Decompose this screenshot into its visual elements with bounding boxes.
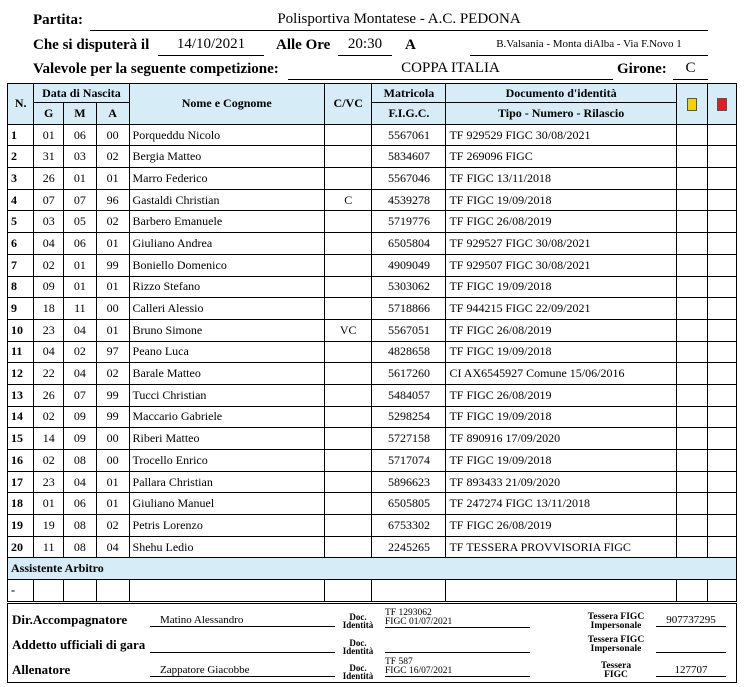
yellow-card-cell — [676, 471, 708, 493]
captain-mark: VC — [324, 319, 372, 341]
red-card-cell — [708, 493, 737, 515]
player-name: Gastaldi Christian — [129, 189, 324, 211]
player-number: 19 — [8, 515, 34, 537]
birth-year: 02 — [96, 211, 129, 233]
birth-month: 01 — [63, 276, 96, 298]
captain-mark — [324, 536, 372, 558]
birth-month: 08 — [63, 450, 96, 472]
player-row — [8, 168, 737, 190]
birth-month: 07 — [63, 384, 96, 406]
player-name: Rizzo Stefano — [129, 276, 324, 298]
player-name: Trocello Enrico — [129, 450, 324, 472]
allenatore-tessera-label: Tessera FIGC — [600, 661, 632, 680]
red-card-cell — [708, 471, 737, 493]
identity-document: TF 269096 FIGC — [446, 146, 676, 168]
yellow-card-cell — [676, 363, 708, 385]
player-name: Petris Lorenzo — [129, 515, 324, 537]
birth-month: 05 — [63, 211, 96, 233]
red-card-cell — [708, 363, 737, 385]
birth-year: 01 — [96, 493, 129, 515]
match-location: B.Valsania - Monta diAlba - Via F.Novo 1 — [470, 36, 708, 56]
captain-mark — [324, 124, 372, 146]
yellow-card-cell — [676, 298, 708, 320]
player-number: 13 — [8, 384, 34, 406]
girone-value: C — [673, 60, 708, 80]
matricola-figc: 5567051 — [372, 319, 446, 341]
birth-month: 07 — [63, 189, 96, 211]
player-number: 5 — [8, 211, 34, 233]
girone-label: Girone: — [617, 61, 667, 77]
identity-document: TF 929527 FIGC 30/08/2021 — [446, 233, 676, 255]
dir-tessera-value: 907737295 — [656, 614, 726, 627]
identity-document: TF 929507 FIGC 30/08/2021 — [446, 254, 676, 276]
birth-day: 01 — [34, 493, 64, 515]
birth-day: 31 — [34, 146, 64, 168]
birth-day: 22 — [34, 363, 64, 385]
birth-month: 11 — [63, 298, 96, 320]
yellow-card-cell — [676, 384, 708, 406]
birth-month: 01 — [63, 168, 96, 190]
player-number: 9 — [8, 298, 34, 320]
red-card-cell — [708, 211, 737, 233]
birth-year: 99 — [96, 384, 129, 406]
birth-day: 02 — [34, 450, 64, 472]
birth-day: 09 — [34, 276, 64, 298]
red-card-cell — [708, 276, 737, 298]
identity-document: TF FIGC 26/08/2019 — [446, 384, 676, 406]
staff-footer — [7, 603, 737, 683]
birth-day: 26 — [34, 168, 64, 190]
captain-mark — [324, 493, 372, 515]
red-card-cell — [708, 189, 737, 211]
captain-mark — [324, 363, 372, 385]
yellow-card-cell — [676, 450, 708, 472]
captain-mark — [324, 211, 372, 233]
captain-mark — [324, 515, 372, 537]
matricola-figc: 4828658 — [372, 341, 446, 363]
birth-day: 02 — [34, 406, 64, 428]
player-row — [8, 471, 737, 493]
birth-day: 19 — [34, 515, 64, 537]
player-row — [8, 536, 737, 558]
player-name: Maccario Gabriele — [129, 406, 324, 428]
red-card-cell — [708, 450, 737, 472]
player-name: Barale Matteo — [129, 363, 324, 385]
yellow-card-cell — [676, 276, 708, 298]
assistente-matricola — [372, 580, 446, 602]
player-number: 2 — [8, 146, 34, 168]
player-name: Giuliano Manuel — [129, 493, 324, 515]
birth-day: 11 — [34, 536, 64, 558]
player-number: 17 — [8, 471, 34, 493]
red-card-cell — [708, 168, 737, 190]
player-row — [8, 341, 737, 363]
assistente-yellow — [676, 580, 708, 602]
red-card-icon — [717, 98, 727, 111]
identity-document: TF FIGC 19/09/2018 — [446, 276, 676, 298]
red-card-cell — [708, 515, 737, 537]
dir-tessera-label: Tessera FIGC Impersonale — [587, 612, 645, 631]
yellow-card-cell — [676, 211, 708, 233]
player-name: Shehu Ledio — [129, 536, 324, 558]
player-row — [8, 298, 737, 320]
assistente-g — [34, 580, 64, 602]
matricola-figc: 6753302 — [372, 515, 446, 537]
birth-year: 02 — [96, 363, 129, 385]
player-number: 10 — [8, 319, 34, 341]
yellow-card-cell — [676, 319, 708, 341]
birth-day: 14 — [34, 428, 64, 450]
birth-month: 04 — [63, 363, 96, 385]
player-number: 11 — [8, 341, 34, 363]
player-name: Barbero Emanuele — [129, 211, 324, 233]
addetto-tessera-label: Tessera FIGC Impersonale — [587, 635, 645, 654]
birth-month: 09 — [63, 428, 96, 450]
yellow-card-cell — [676, 189, 708, 211]
captain-mark — [324, 471, 372, 493]
birth-day: 26 — [34, 384, 64, 406]
birth-day: 18 — [34, 298, 64, 320]
addetto-doc-label: Doc. Identità — [342, 638, 374, 656]
birth-day: 23 — [34, 471, 64, 493]
assistente-arbitro-label: Assistente Arbitro — [8, 558, 737, 580]
col-n-header: N. — [8, 84, 34, 125]
captain-mark — [324, 406, 372, 428]
addetto-doc-value — [385, 642, 530, 653]
birth-year: 04 — [96, 536, 129, 558]
matricola-figc: 5298254 — [372, 406, 446, 428]
player-row — [8, 146, 737, 168]
matricola-figc: 6505805 — [372, 493, 446, 515]
col-yellow-card-header — [676, 84, 708, 125]
captain-mark — [324, 450, 372, 472]
player-name: Bergia Matteo — [129, 146, 324, 168]
birth-month: 01 — [63, 254, 96, 276]
birth-year: 00 — [96, 428, 129, 450]
identity-document: TF FIGC 19/09/2018 — [446, 450, 676, 472]
red-card-cell — [708, 384, 737, 406]
identity-document: TF FIGC 19/09/2018 — [446, 406, 676, 428]
col-cvc-header: C/VC — [324, 84, 372, 125]
player-number: 20 — [8, 536, 34, 558]
dir-accompagnatore-label: Dir.Accompagnatore — [12, 612, 128, 627]
matricola-figc: 5717074 — [372, 450, 446, 472]
captain-mark — [324, 276, 372, 298]
identity-document: TF 890916 17/09/2020 — [446, 428, 676, 450]
col-nome-header: Nome e Cognome — [129, 84, 324, 125]
yellow-card-cell — [676, 493, 708, 515]
yellow-card-cell — [676, 428, 708, 450]
player-row — [8, 211, 737, 233]
partita-label: Partita: — [33, 12, 83, 28]
birth-year: 00 — [96, 124, 129, 146]
birth-year: 02 — [96, 146, 129, 168]
assistente-cvc — [324, 580, 372, 602]
birth-day: 01 — [34, 124, 64, 146]
birth-day: 03 — [34, 211, 64, 233]
player-row — [8, 384, 737, 406]
captain-mark: C — [324, 189, 372, 211]
matricola-figc: 4539278 — [372, 189, 446, 211]
birth-day: 02 — [34, 254, 64, 276]
allenatore-name: Zappatore Giacobbe — [150, 664, 335, 677]
player-row — [8, 450, 737, 472]
assistente-name — [129, 580, 324, 602]
birth-year: 99 — [96, 406, 129, 428]
birth-year: 01 — [96, 276, 129, 298]
matricola-figc: 2245265 — [372, 536, 446, 558]
col-g-header: G — [34, 103, 64, 125]
yellow-card-cell — [676, 406, 708, 428]
birth-month: 06 — [63, 233, 96, 255]
col-documento-header: Documento d'identità — [446, 84, 676, 103]
dir-doc-value: TF 1293062 FIGC 01/07/2021 — [385, 609, 530, 628]
captain-mark — [324, 384, 372, 406]
yellow-card-cell — [676, 254, 708, 276]
ore-label: Alle Ore — [276, 37, 331, 53]
birth-month: 03 — [63, 146, 96, 168]
player-name: Pallara Christian — [129, 471, 324, 493]
birth-month: 06 — [63, 493, 96, 515]
identity-document: TF FIGC 19/09/2018 — [446, 341, 676, 363]
dir-accompagnatore-name: Matino Alessandro — [150, 614, 335, 627]
captain-mark — [324, 298, 372, 320]
birth-month: 06 — [63, 124, 96, 146]
identity-document: TF FIGC 26/08/2019 — [446, 211, 676, 233]
player-row — [8, 363, 737, 385]
player-row — [8, 493, 737, 515]
player-name: Porqueddu Nicolo — [129, 124, 324, 146]
identity-document: CI AX6545927 Comune 15/06/2016 — [446, 363, 676, 385]
player-number: 12 — [8, 363, 34, 385]
birth-month: 04 — [63, 471, 96, 493]
birth-month: 02 — [63, 341, 96, 363]
birth-year: 99 — [96, 254, 129, 276]
player-row — [8, 515, 737, 537]
player-row — [8, 254, 737, 276]
red-card-cell — [708, 536, 737, 558]
player-number: 3 — [8, 168, 34, 190]
identity-document: TF 893433 21/09/2020 — [446, 471, 676, 493]
addetto-tessera-value — [656, 639, 726, 653]
assistente-red — [708, 580, 737, 602]
identity-document: TF TESSERA PROVVISORIA FIGC — [446, 536, 676, 558]
dir-doc-label: Doc. Identità — [342, 612, 374, 630]
competizione-label: Valevole per la seguente competizione: — [33, 61, 279, 77]
matricola-figc: 6505804 — [372, 233, 446, 255]
matricola-figc: 5727158 — [372, 428, 446, 450]
player-name: Marro Federico — [129, 168, 324, 190]
identity-document: TF FIGC 26/08/2019 — [446, 515, 676, 537]
player-name: Riberi Matteo — [129, 428, 324, 450]
identity-document: TF 944215 FIGC 22/09/2021 — [446, 298, 676, 320]
red-card-cell — [708, 406, 737, 428]
player-row — [8, 406, 737, 428]
player-number: 4 — [8, 189, 34, 211]
identity-document: TF FIGC 13/11/2018 — [446, 168, 676, 190]
assistente-m — [63, 580, 96, 602]
player-row — [8, 189, 737, 211]
player-number: 15 — [8, 428, 34, 450]
col-matricola-header-2: F.I.G.C. — [372, 103, 446, 125]
captain-mark — [324, 254, 372, 276]
player-name: Peano Luca — [129, 341, 324, 363]
competizione-value: COPPA ITALIA — [288, 60, 613, 80]
addetto-name — [150, 639, 335, 653]
assistente-row-n: - — [8, 580, 34, 602]
captain-mark — [324, 428, 372, 450]
players-table — [7, 83, 737, 602]
birth-year: 01 — [96, 319, 129, 341]
matricola-figc: 5303062 — [372, 276, 446, 298]
allenatore-doc-value: TF 587 FIGC 16/07/2021 — [385, 658, 530, 677]
player-row — [8, 319, 737, 341]
match-time: 20:30 — [338, 36, 392, 56]
birth-day: 04 — [34, 341, 64, 363]
red-card-cell — [708, 146, 737, 168]
identity-document: TF 929529 FIGC 30/08/2021 — [446, 124, 676, 146]
assistente-doc — [446, 580, 676, 602]
matricola-figc: 5617260 — [372, 363, 446, 385]
col-red-card-header — [708, 84, 737, 125]
yellow-card-cell — [676, 233, 708, 255]
yellow-card-cell — [676, 341, 708, 363]
red-card-cell — [708, 124, 737, 146]
birth-year: 00 — [96, 298, 129, 320]
yellow-card-cell — [676, 515, 708, 537]
matricola-figc: 5718866 — [372, 298, 446, 320]
allenatore-label: Allenatore — [12, 662, 71, 677]
identity-document: TF FIGC 26/08/2019 — [446, 319, 676, 341]
yellow-card-cell — [676, 124, 708, 146]
player-row — [8, 233, 737, 255]
matricola-figc: 5484057 — [372, 384, 446, 406]
birth-day: 04 — [34, 233, 64, 255]
red-card-cell — [708, 341, 737, 363]
birth-year: 01 — [96, 168, 129, 190]
col-a-header: A — [96, 103, 129, 125]
captain-mark — [324, 233, 372, 255]
red-card-cell — [708, 319, 737, 341]
player-name: Boniello Domenico — [129, 254, 324, 276]
player-number: 1 — [8, 124, 34, 146]
player-number: 14 — [8, 406, 34, 428]
player-number: 18 — [8, 493, 34, 515]
addetto-label: Addetto ufficiali di gara — [12, 637, 146, 652]
red-card-cell — [708, 254, 737, 276]
matricola-figc: 5719776 — [372, 211, 446, 233]
col-tipo-header: Tipo - Numero - Rilascio — [446, 103, 676, 125]
yellow-card-cell — [676, 536, 708, 558]
allenatore-doc-label: Doc. Identità — [342, 663, 374, 681]
matricola-figc: 4909049 — [372, 254, 446, 276]
red-card-cell — [708, 233, 737, 255]
yellow-card-cell — [676, 168, 708, 190]
birth-day: 07 — [34, 189, 64, 211]
a-label: A — [405, 37, 416, 53]
red-card-cell — [708, 428, 737, 450]
player-number: 7 — [8, 254, 34, 276]
matricola-figc: 5834607 — [372, 146, 446, 168]
partita-value: Polisportiva Montatese - A.C. PEDONA — [90, 11, 708, 31]
player-name: Tucci Christian — [129, 384, 324, 406]
birth-month: 08 — [63, 536, 96, 558]
player-row — [8, 276, 737, 298]
birth-year: 96 — [96, 189, 129, 211]
allenatore-tessera-value: 127707 — [656, 664, 726, 677]
match-date: 14/10/2021 — [158, 36, 264, 56]
player-row — [8, 428, 737, 450]
birth-year: 01 — [96, 233, 129, 255]
identity-document: TF FIGC 19/09/2018 — [446, 189, 676, 211]
matricola-figc: 5567061 — [372, 124, 446, 146]
player-number: 8 — [8, 276, 34, 298]
birth-month: 09 — [63, 406, 96, 428]
yellow-card-icon — [687, 98, 697, 111]
birth-year: 01 — [96, 471, 129, 493]
col-data-nascita-header: Data di Nascita — [34, 84, 129, 103]
captain-mark — [324, 168, 372, 190]
col-matricola-header-1: Matricola — [372, 84, 446, 103]
matricola-figc: 5896623 — [372, 471, 446, 493]
player-name: Bruno Simone — [129, 319, 324, 341]
player-name: Calleri Alessio — [129, 298, 324, 320]
assistente-a — [96, 580, 129, 602]
captain-mark — [324, 341, 372, 363]
birth-month: 04 — [63, 319, 96, 341]
birth-day: 23 — [34, 319, 64, 341]
col-m-header: M — [63, 103, 96, 125]
disputera-label: Che si disputerà il — [33, 37, 150, 53]
matricola-figc: 5567046 — [372, 168, 446, 190]
player-number: 6 — [8, 233, 34, 255]
birth-year: 02 — [96, 515, 129, 537]
red-card-cell — [708, 298, 737, 320]
birth-year: 97 — [96, 341, 129, 363]
captain-mark — [324, 146, 372, 168]
player-number: 16 — [8, 450, 34, 472]
birth-year: 00 — [96, 450, 129, 472]
player-name: Giuliano Andrea — [129, 233, 324, 255]
player-row — [8, 124, 737, 146]
yellow-card-cell — [676, 146, 708, 168]
birth-month: 08 — [63, 515, 96, 537]
identity-document: TF 247274 FIGC 13/11/2018 — [446, 493, 676, 515]
